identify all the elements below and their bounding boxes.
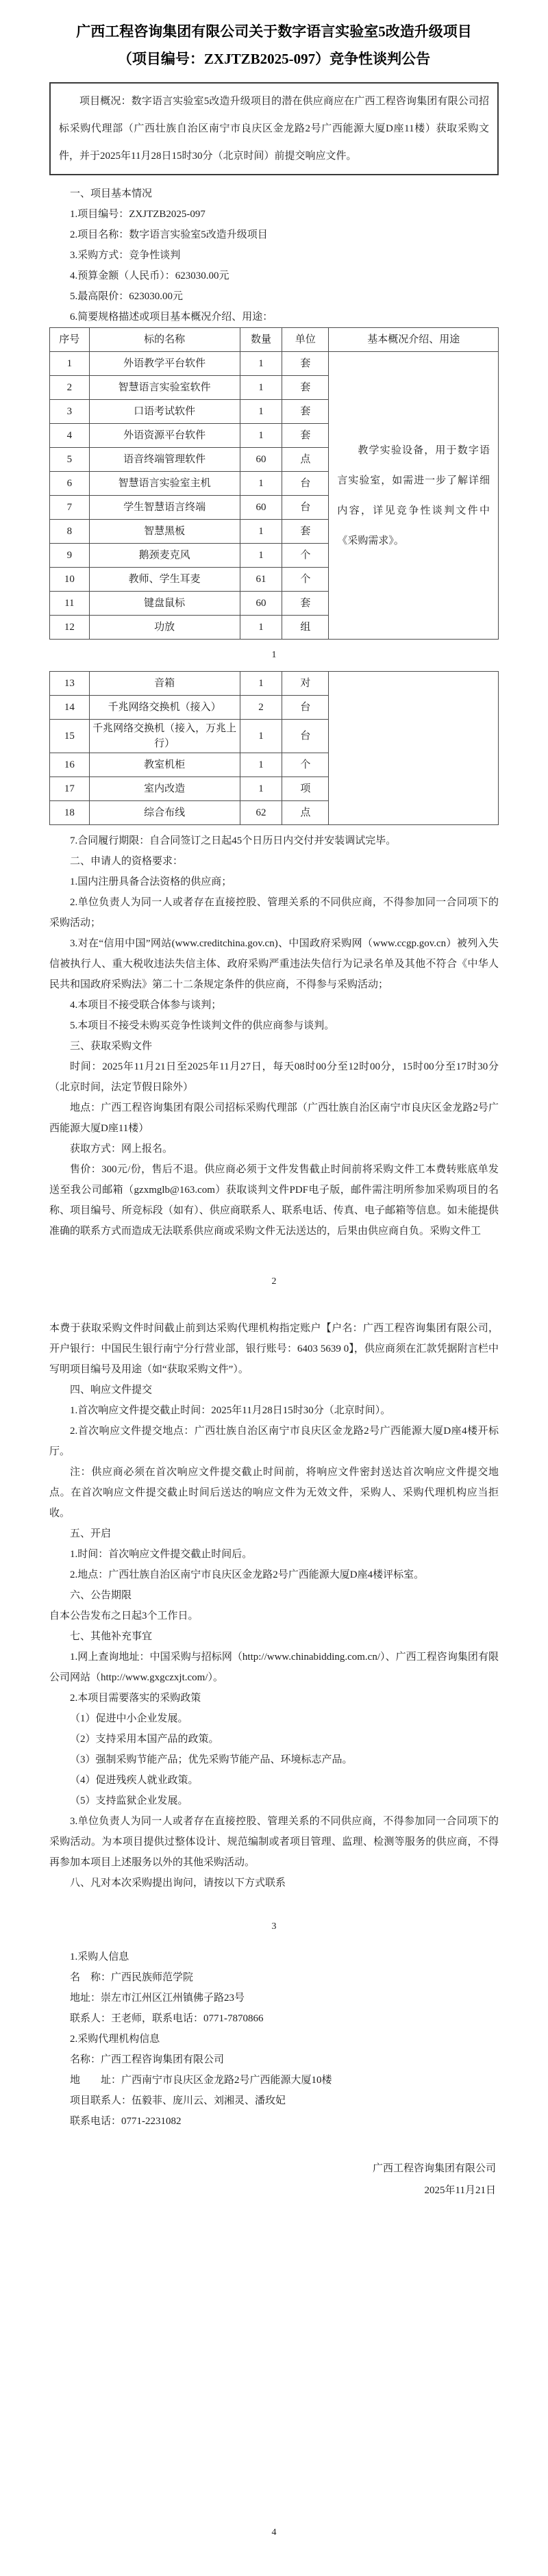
basic-item: 4.预算金额（人民币）：623030.00元 xyxy=(70,270,229,281)
cell-qty: 1 xyxy=(240,472,282,496)
cell-qty: 1 xyxy=(240,672,282,696)
cell-name: 智慧黑板 xyxy=(89,520,240,544)
cell-qty: 1 xyxy=(240,544,282,568)
cell-unit: 套 xyxy=(282,424,329,448)
cell-qty: 1 xyxy=(240,520,282,544)
col-header-unit: 单位 xyxy=(282,328,329,352)
cell-no: 14 xyxy=(50,696,90,720)
cell-name: 音箱 xyxy=(89,672,240,696)
cell-qty: 60 xyxy=(240,496,282,520)
cell-name: 学生智慧语言终端 xyxy=(89,496,240,520)
section-heading-other: 七、其他补充事宜 xyxy=(70,1631,153,1642)
other-item: 3.单位负责人为同一人或者存在直接控股、管理关系的不同供应商，不得参加同一合同项下的采购活动。为本项目提供过整体设计、规范编制或者项目管理、监理、检测等服务的供应商，不得再参加本项目上述服务以外的其他采购活动。 xyxy=(49,1816,499,1868)
title-line1: 广西工程咨询集团有限公司关于数字语言实验室5改造升级项目 xyxy=(76,23,472,40)
submit-deadline: 1.首次响应文件提交截止时间：2025年11月28日15时30分（北京时间）。 xyxy=(70,1405,391,1416)
cell-qty: 1 xyxy=(240,753,282,777)
purchaser-name: 名 称：广西民族师范学院 xyxy=(70,1972,194,1983)
page-number-4: 4 xyxy=(271,2527,277,2538)
cell-no: 18 xyxy=(50,801,90,825)
section-heading-period: 六、公告期限 xyxy=(70,1590,132,1601)
cell-no: 5 xyxy=(50,448,90,472)
cell-name: 外语资源平台软件 xyxy=(89,424,240,448)
purchaser-label: 1.采购人信息 xyxy=(70,1952,129,1962)
cell-unit: 台 xyxy=(282,472,329,496)
cell-qty: 1 xyxy=(240,352,282,376)
cell-unit: 点 xyxy=(282,801,329,825)
page-title xyxy=(49,18,499,73)
basic-item: 1.项目编号：ZXJTZB2025-097 xyxy=(70,209,206,220)
open-time: 1.时间：首次响应文件提交截止时间后。 xyxy=(70,1549,253,1560)
cell-no: 2 xyxy=(50,376,90,400)
cell-unit: 个 xyxy=(282,544,329,568)
section-heading-qualification: 二、申请人的资格要求： xyxy=(70,856,184,867)
basic-item: 6.简要规格描述或项目基本概况介绍、用途： xyxy=(70,312,273,323)
cell-no: 16 xyxy=(50,753,90,777)
other-item: （5）支持监狱企业发展。 xyxy=(70,1795,188,1806)
project-overview-text: 项目概况：数字语言实验室5改造升级项目的潜在供应商应在广西工程咨询集团有限公司招标采购代理部（广西壮族自治区南宁市良庆区金龙路2号广西能源大厦D座11楼）获取采购文件，并于2025年11月28日15时30分（北京时间）前提交响应文件。 xyxy=(59,96,489,162)
cell-no: 17 xyxy=(50,777,90,801)
goods-table-part2 xyxy=(49,671,499,825)
col-header-no: 序号 xyxy=(50,328,90,352)
period-text: 自本公告发布之日起3个工作日。 xyxy=(49,1611,199,1621)
cell-qty: 1 xyxy=(240,400,282,424)
page-number-2: 2 xyxy=(271,1276,277,1287)
cell-qty: 60 xyxy=(240,592,282,616)
other-item: 1.网上查询地址：中国采购与招标网（http://www.chinabidding.com.cn/）、广西工程咨询集团有限公司网站（http://www.gxgczxjt.com/）。 xyxy=(49,1652,499,1683)
goods-description-text: 教学实验设备，用于数字语言实验室，如需进一步了解详细内容，详见竞争性谈判文件中《采购需求》。 xyxy=(337,444,490,546)
signature-block xyxy=(49,2158,499,2201)
cell-unit: 个 xyxy=(282,568,329,592)
cell-name: 室内改造 xyxy=(89,777,240,801)
cell-qty: 61 xyxy=(240,568,282,592)
section-heading-obtain: 三、获取采购文件 xyxy=(70,1041,153,1052)
basic-item: 2.项目名称：数字语言实验室5改造升级项目 xyxy=(70,229,268,240)
cell-name: 键盘鼠标 xyxy=(89,592,240,616)
cell-unit: 台 xyxy=(282,696,329,720)
obtain-place: 地点：广西工程咨询集团有限公司招标采购代理部（广西壮族自治区南宁市良庆区金龙路2号广西能源大厦D座11楼） xyxy=(49,1102,499,1134)
cell-unit: 组 xyxy=(282,616,329,640)
cell-qty: 62 xyxy=(240,801,282,825)
cell-qty: 60 xyxy=(240,448,282,472)
col-header-qty: 数量 xyxy=(240,328,282,352)
cell-no: 9 xyxy=(50,544,90,568)
obtain-price-part1: 售价：300元/份，售后不退。供应商必须于文件发售截止时间前将采购文件工本费转账底单发送至我公司邮箱（gzxmglb@163.com）获取谈判文件PDF电子版，邮件需注明所参加采购项目的名称、项目编号、所竞标段（如有）、供应商联系人、联系电话、传真、电子邮箱等信息。如未能提供准确的联系方式而造成无法联系供应商或采购文件无法送达的，后果由供应商自负。采购文件工 xyxy=(49,1164,499,1237)
cell-no: 4 xyxy=(50,424,90,448)
cell-unit: 套 xyxy=(282,376,329,400)
obtain-time: 时间：2025年11月21日至2025年11月27日，每天08时00分至12时00分，15时00分至17时30分（北京时间，法定节假日除外） xyxy=(49,1061,499,1093)
other-item: （1）促进中小企业发展。 xyxy=(70,1713,188,1724)
goods-table-part1 xyxy=(49,327,499,640)
cell-name: 智慧语言实验室主机 xyxy=(89,472,240,496)
cell-unit: 台 xyxy=(282,496,329,520)
qualification-item: 4.本项目不接受联合体参与谈判； xyxy=(70,1000,222,1011)
submit-place: 2.首次响应文件提交地点：广西壮族自治区南宁市良庆区金龙路2号广西能源大厦D座4楼开标厅。 xyxy=(49,1426,499,1457)
contract-period: 7.合同履行期限：自合同签订之日起45个日历日内交付并安装调试完毕。 xyxy=(70,835,397,846)
cell-no: 7 xyxy=(50,496,90,520)
cell-qty: 1 xyxy=(240,777,282,801)
purchaser-address: 地址：崇左市江州区江州镇佛子路23号 xyxy=(70,1993,245,2004)
cell-unit: 套 xyxy=(282,400,329,424)
other-item: （2）支持采用本国产品的政策。 xyxy=(70,1734,219,1745)
section-heading-contact: 八、凡对本次采购提出询问，请按以下方式联系 xyxy=(70,1878,286,1889)
cell-unit: 套 xyxy=(282,592,329,616)
cell-qty: 1 xyxy=(240,424,282,448)
agency-name: 名称：广西工程咨询集团有限公司 xyxy=(70,2054,225,2065)
qualification-item: 3.对在“信用中国”网站(www.creditchina.gov.cn)、中国政府采购网（www.ccgp.gov.cn）被列入失信被执行人、重大税收违法失信主体、政府采购严重违法失信行为记录名单及其他不符合《中华人民共和国政府采购法》第二十二条规定条件的供应商，不得参与采购活动； xyxy=(49,938,499,990)
cell-no: 1 xyxy=(50,352,90,376)
section-heading-basic: 一、项目基本情况 xyxy=(70,188,153,199)
other-item: （4）促进残疾人就业政策。 xyxy=(70,1775,199,1786)
cell-name: 功放 xyxy=(89,616,240,640)
section-heading-open: 五、开启 xyxy=(70,1528,112,1539)
basic-item: 5.最高限价：623030.00元 xyxy=(70,291,184,302)
signature-date: 2025年11月21日 xyxy=(424,2185,496,2196)
agency-label: 2.采购代理机构信息 xyxy=(70,2034,160,2045)
agency-info xyxy=(49,2029,499,2132)
submit-note: 注：供应商必须在首次响应文件提交截止时间前，将响应文件密封送达首次响应文件提交地点。在首次响应文件提交截止时间后送达的响应文件为无效文件，采购人、采购代理机构应当拒收。 xyxy=(49,1467,499,1519)
goods-description-cell-empty xyxy=(329,672,499,825)
cell-name: 千兆网络交换机（接入，万兆上行） xyxy=(89,720,240,753)
section-heading-submit: 四、响应文件提交 xyxy=(70,1385,153,1396)
cell-no: 8 xyxy=(50,520,90,544)
cell-no: 15 xyxy=(50,720,90,753)
cell-unit: 个 xyxy=(282,753,329,777)
agency-contacts: 项目联系人：伍毅菲、庞川云、刘湘灵、潘玫妃 xyxy=(70,2095,286,2106)
qualification-item: 2.单位负责人为同一人或者存在直接控股、管理关系的不同供应商，不得参加同一合同项下的采购活动； xyxy=(49,897,499,929)
cell-unit: 套 xyxy=(282,352,329,376)
cell-unit: 套 xyxy=(282,520,329,544)
cell-name: 教师、学生耳麦 xyxy=(89,568,240,592)
agency-phone: 联系电话：0771-2231082 xyxy=(70,2116,182,2127)
cell-name: 千兆网络交换机（接入） xyxy=(89,696,240,720)
purchaser-info xyxy=(49,1947,499,2029)
col-header-desc: 基本概况介绍、用途 xyxy=(329,328,499,352)
cell-no: 11 xyxy=(50,592,90,616)
cell-no: 13 xyxy=(50,672,90,696)
cell-name: 综合布线 xyxy=(89,801,240,825)
obtain-price-part2: 本费于获取采购文件时间截止前到达采购代理机构指定账户【户名：广西工程咨询集团有限公司，开户银行：中国民生银行南宁分行营业部，银行账号：6403 5639 0】，供应商须在汇款凭据附言栏中写明项目编号及用途（如“获取采购文件”）。 xyxy=(49,1323,499,1375)
cell-no: 6 xyxy=(50,472,90,496)
cell-no: 3 xyxy=(50,400,90,424)
cell-qty: 1 xyxy=(240,616,282,640)
cell-name: 语音终端管理软件 xyxy=(89,448,240,472)
cell-unit: 点 xyxy=(282,448,329,472)
title-line2: （项目编号：ZXJTZB2025-097）竞争性谈判公告 xyxy=(117,51,431,67)
other-item: （3）强制采购节能产品；优先采购节能产品、环境标志产品。 xyxy=(70,1754,353,1765)
obtain-method: 获取方式：网上报名。 xyxy=(70,1144,173,1154)
cell-unit: 项 xyxy=(282,777,329,801)
cell-unit: 对 xyxy=(282,672,329,696)
table-row xyxy=(50,352,499,376)
cell-name: 外语教学平台软件 xyxy=(89,352,240,376)
goods-description-cell xyxy=(329,352,499,640)
basic-item: 3.采购方式：竞争性谈判 xyxy=(70,250,181,261)
project-overview-box xyxy=(49,82,499,175)
cell-unit: 台 xyxy=(282,720,329,753)
signature-company: 广西工程咨询集团有限公司 xyxy=(372,2163,496,2174)
cell-name: 鹅颈麦克风 xyxy=(89,544,240,568)
goods-table-header-row xyxy=(50,328,499,352)
cell-qty: 1 xyxy=(240,376,282,400)
other-item: 2.本项目需要落实的采购政策 xyxy=(70,1693,201,1704)
cell-no: 10 xyxy=(50,568,90,592)
qualification-item: 5.本项目不接受未购买竞争性谈判文件的供应商参与谈判。 xyxy=(70,1020,335,1031)
open-place: 2.地点：广西壮族自治区南宁市良庆区金龙路2号广西能源大厦D座4楼评标室。 xyxy=(70,1569,425,1580)
agency-address: 地 址：广西南宁市良庆区金龙路2号广西能源大厦10楼 xyxy=(70,2075,332,2086)
cell-name: 口语考试软件 xyxy=(89,400,240,424)
cell-qty: 1 xyxy=(240,720,282,753)
cell-qty: 2 xyxy=(240,696,282,720)
table-row xyxy=(50,672,499,696)
cell-name: 智慧语言实验室软件 xyxy=(89,376,240,400)
page-number-1: 1 xyxy=(271,650,277,660)
col-header-name: 标的名称 xyxy=(89,328,240,352)
purchaser-contact: 联系人：王老师，联系电话：0771-7870866 xyxy=(70,2013,264,2024)
qualification-item: 1.国内注册具备合法资格的供应商； xyxy=(70,876,232,887)
cell-no: 12 xyxy=(50,616,90,640)
cell-name: 教室机柜 xyxy=(89,753,240,777)
page-number-3: 3 xyxy=(271,1921,277,1932)
